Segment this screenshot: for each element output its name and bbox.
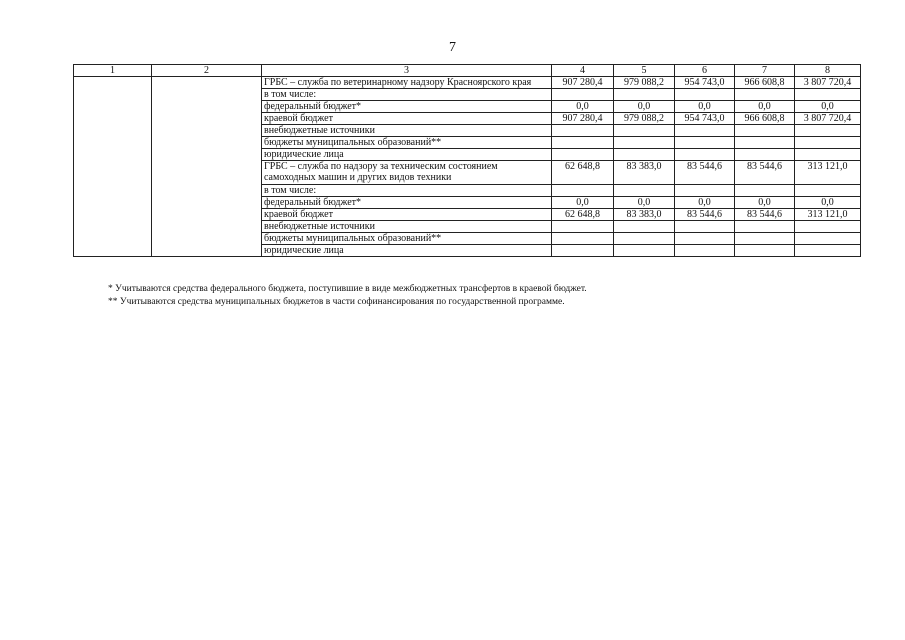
value-cell [735,137,795,149]
row-label-text: краевой бюджет [264,113,333,124]
value-cell [675,221,735,233]
row-label [262,77,552,89]
merged-empty-cell-col2 [152,77,262,257]
value-cell: 907 280,4 [552,77,614,89]
row-label [262,149,552,161]
value-cell [735,125,795,137]
row-label [262,245,552,257]
value-cell [675,137,735,149]
value-cell [614,245,675,257]
row-label-text: бюджеты муниципальных образований** [264,137,442,148]
value-cell [735,233,795,245]
footnote-municipal: ** Учитываются средства муниципальных бюджетов в части софинансирования по государственной программе. [108,297,565,307]
value-cell: 966 608,8 [735,113,795,125]
row-label [262,197,552,209]
value-cell: 907 280,4 [552,113,614,125]
value-cell: 83 544,6 [675,209,735,221]
row-label [262,209,552,221]
value-cell [795,149,861,161]
row-label [262,221,552,233]
row-label-text: в том числе: [264,89,317,100]
row-label-text: федеральный бюджет* [264,101,362,112]
value-cell: 313 121,0 [795,161,861,185]
row-label-text: в том числе: [264,185,317,196]
value-cell: 954 743,0 [675,77,735,89]
header-cell: 6 [675,65,735,77]
value-cell [675,125,735,137]
value-cell [795,233,861,245]
row-label [262,113,552,125]
value-cell [614,221,675,233]
row-label-text: ГРБС – служба по надзору за техническим состоянием [264,161,498,172]
value-cell: 313 121,0 [795,209,861,221]
value-cell [795,185,861,197]
row-label-text: краевой бюджет [264,209,333,220]
footnotes [108,283,587,309]
value-cell [614,89,675,101]
value-cell: 83 544,6 [735,161,795,185]
value-cell: 0,0 [735,197,795,209]
row-label [262,185,552,197]
value-cell: 954 743,0 [675,113,735,125]
value-cell [675,245,735,257]
value-cell [614,233,675,245]
value-cell [675,149,735,161]
header-cell: 2 [152,65,262,77]
row-label-text: юридические лица [264,245,344,256]
value-cell [552,245,614,257]
row-label [262,89,552,101]
header-cell: 3 [262,65,552,77]
value-cell [795,89,861,101]
header-cell: 5 [614,65,675,77]
row-label-text: бюджеты муниципальных образований** [264,233,442,244]
value-cell: 0,0 [614,101,675,113]
value-cell [735,245,795,257]
value-cell: 83 383,0 [614,161,675,185]
header-cell: 4 [552,65,614,77]
value-cell: 83 544,6 [675,161,735,185]
value-cell [735,89,795,101]
value-cell [552,149,614,161]
row-label [262,125,552,137]
value-cell: 0,0 [552,101,614,113]
value-cell: 0,0 [675,197,735,209]
value-cell [552,125,614,137]
value-cell: 3 807 720,4 [795,113,861,125]
value-cell [552,89,614,101]
value-cell: 979 088,2 [614,113,675,125]
row-label-text: юридические лица [264,149,344,160]
value-cell: 62 648,8 [552,209,614,221]
value-cell [614,149,675,161]
value-cell [795,245,861,257]
row-label-text: ГРБС – служба по ветеринарному надзору Красноярского края [264,77,532,88]
value-cell [552,221,614,233]
row-label [262,137,552,149]
value-cell [735,185,795,197]
value-cell: 62 648,8 [552,161,614,185]
value-cell [795,125,861,137]
value-cell [795,221,861,233]
row-label-text: внебюджетные источники [264,221,375,232]
header-cell: 7 [735,65,795,77]
budget-table [73,64,861,257]
header-cell: 1 [74,65,152,77]
value-cell [552,233,614,245]
value-cell [552,185,614,197]
value-cell: 83 544,6 [735,209,795,221]
value-cell: 0,0 [552,197,614,209]
value-cell [675,185,735,197]
value-cell [675,89,735,101]
value-cell [675,233,735,245]
value-cell [735,221,795,233]
value-cell [795,137,861,149]
value-cell: 83 383,0 [614,209,675,221]
value-cell [614,137,675,149]
page-number: 7 [449,40,456,55]
table-row [74,77,861,89]
value-cell: 0,0 [795,197,861,209]
value-cell: 0,0 [735,101,795,113]
header-row [74,65,861,77]
value-cell [614,125,675,137]
row-label [262,233,552,245]
value-cell [614,185,675,197]
row-label-text: федеральный бюджет* [264,197,362,208]
value-cell: 0,0 [795,101,861,113]
header-cell: 8 [795,65,861,77]
value-cell: 0,0 [614,197,675,209]
row-label [262,161,552,185]
value-cell: 3 807 720,4 [795,77,861,89]
row-label-text-line2: самоходных машин и других видов техники [264,172,452,183]
value-cell: 966 608,8 [735,77,795,89]
value-cell: 0,0 [675,101,735,113]
value-cell [552,137,614,149]
row-label-text: внебюджетные источники [264,125,375,136]
value-cell: 979 088,2 [614,77,675,89]
row-label [262,101,552,113]
merged-empty-cell-col1 [74,77,152,257]
value-cell [735,149,795,161]
footnote-federal: * Учитываются средства федерального бюджета, поступившие в виде межбюджетных трансфертов в краевой бюджет. [108,284,587,294]
